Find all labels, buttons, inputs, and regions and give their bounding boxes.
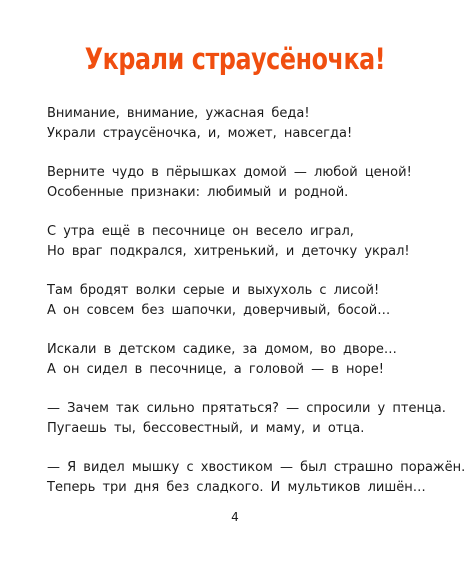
- poem-line: Там бродят волки серые и выхухоль с лисой!: [47, 283, 380, 298]
- stanza-3: [47, 222, 432, 262]
- poem-line: Внимание, внимание, ужасная беда!: [47, 106, 310, 121]
- poem-line: С утра ещё в песочнице он весело играл,: [47, 224, 354, 239]
- stanza-1: [47, 104, 432, 144]
- page-title: Украли страусёночка!: [84, 42, 386, 76]
- stanza-4: [47, 281, 432, 321]
- poem-line: — Я видел мышку с хвостиком — был страшно поражён.: [47, 460, 466, 475]
- stanza-6: [47, 399, 446, 439]
- stanza-2: [47, 163, 432, 203]
- stanza-5: [47, 340, 432, 380]
- poem-line: Теперь три дня без сладкого. И мультиков лишён…: [47, 480, 426, 495]
- poem-line: Украли страусёночка, и, может, навсегда!: [47, 126, 353, 141]
- stanza-7: [47, 458, 466, 498]
- poem-line: Искали в детском садике, за домом, во дворе…: [47, 342, 397, 357]
- poem-body: [47, 104, 466, 517]
- poem-line: Пугаешь ты, бессовестный, и маму, и отца.: [47, 421, 365, 436]
- poem-line: Особенные признаки: любимый и родной.: [47, 185, 349, 200]
- poem-line: А он сидел в песочнице, а головой — в норе!: [47, 362, 384, 377]
- poem-line: Верните чудо в пёрышках домой — любой ценой!: [47, 165, 412, 180]
- poem-line: А он совсем без шапочки, доверчивый, босой…: [47, 303, 391, 318]
- poem-line: — Зачем так сильно прятаться? — спросили у птенца.: [47, 401, 446, 416]
- poem-line: Но враг подкрался, хитренький, и деточку украл!: [47, 244, 410, 259]
- page-number: 4: [231, 510, 239, 524]
